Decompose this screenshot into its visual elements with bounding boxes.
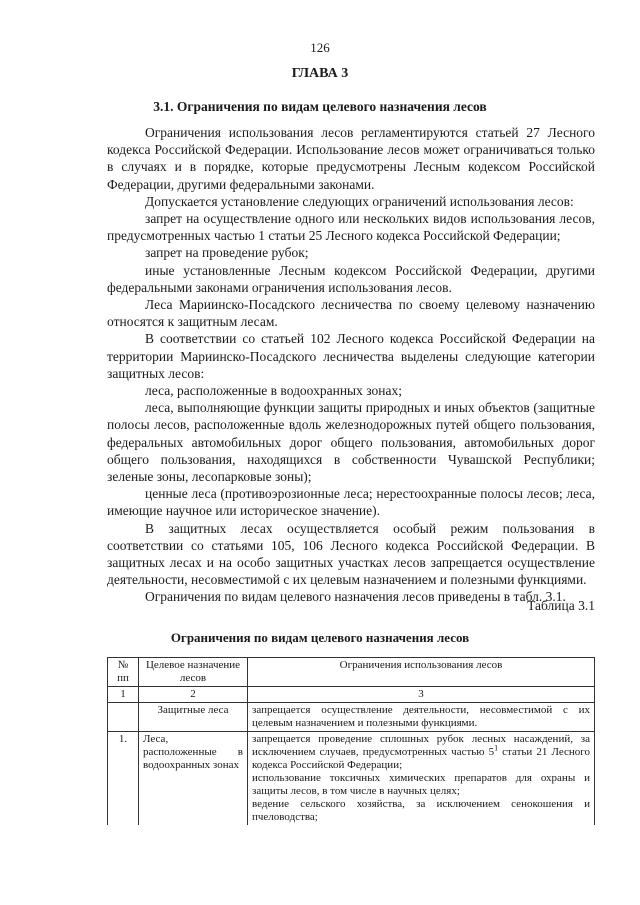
paragraph: В защитных лесах осуществляется особый режим пользования в соответствии со статьями 105, 106 Лесного кодекса Российской Федерации. В защитных лесах и на особо защитных участках лесов запрещается осуществление деятельности, несовместимой с их целевым назначением и полезными функциями.: [107, 520, 595, 588]
restriction-item: ведение сельского хозяйства, за исключением сенокошения и пчеловодства;: [252, 798, 590, 823]
table-row: [108, 732, 595, 826]
table-title: Ограничения по видам целевого назначения лесов: [170, 630, 470, 645]
paragraph: иные установленные Лесным кодексом Российской Федерации, другими федеральными законами ограничения использования лесов.: [107, 262, 595, 295]
column-number: 1: [108, 687, 139, 703]
paragraph: ценные леса (противоэрозионные леса; нерестоохранные полосы лесов; леса, имеющие научное или историческое значение).: [107, 486, 595, 519]
body-text: [107, 124, 595, 606]
column-number: 3: [248, 687, 595, 703]
paragraph: Леса Мариинско-Посадского лесничества по своему целевому назначению относятся к защитным лесам.: [107, 297, 595, 330]
restrictions-table: [107, 657, 595, 825]
paragraph: Ограничения по видам целевого назначения лесов приведены в табл. 3.1.: [145, 589, 566, 605]
row-restrictions: [248, 703, 595, 732]
paragraph: леса, расположенные в водоохранных зонах;: [145, 383, 402, 399]
header-cell-number: № пп: [108, 658, 139, 687]
row-purpose: Леса, расположенные в водоохранных зонах: [139, 732, 248, 826]
table-caption: Таблица 3.1: [527, 598, 595, 613]
paragraph: запрет на проведение рубок;: [145, 245, 309, 261]
row-purpose: Защитные леса: [139, 703, 248, 732]
paragraph: леса, выполняющие функции защиты природных и иных объектов (защитные полосы лесов, расположенные вдоль железнодорожных путей общего пользования, федеральных автомобильных дорог общего пользования, автомобильных дорог общего пользования, находящихся в собственности Чувашской Республики; зеленые зоны, лесопарковые зоны);: [107, 400, 595, 485]
row-number: [108, 703, 139, 732]
paragraph: В соответствии со статьей 102 Лесного кодекса Российской Федерации на территории Мариинско-Посадского лесничества выделены следующие категории защитных лесов:: [107, 331, 595, 381]
row-number: 1.: [108, 732, 139, 826]
restriction-item: [252, 733, 590, 772]
footnote-superscript: 1: [494, 743, 499, 753]
restriction-text: статьи 21 Лесного кодекса Российской Федерации;: [252, 746, 590, 771]
paragraph: Допускается установление следующих ограничений использования лесов:: [145, 193, 574, 209]
paragraph: запрет на осуществление одного или нескольких видов использования лесов, предусмотренных частью 1 статьи 25 Лесного кодекса Российской Федерации;: [107, 211, 595, 244]
restriction-item: запрещается осуществление деятельности, несовместимой с их целевым назначением и полезными функциями.: [252, 704, 590, 729]
restriction-text: запрещается проведение сплошных рубок лесных насаждений, за исключением случаев, предусмотренных частью 5: [252, 733, 590, 758]
row-restrictions: [248, 732, 595, 826]
column-number: 2: [139, 687, 248, 703]
restriction-item: использование токсичных химических препаратов для охраны и защиты лесов, в том числе в научных целях;: [252, 772, 590, 797]
table-header-row: [108, 658, 595, 687]
table-row: [108, 703, 595, 732]
chapter-title: ГЛАВА 3: [291, 66, 349, 81]
page-number: 126: [310, 40, 330, 55]
section-title: 3.1. Ограничения по видам целевого назначения лесов: [153, 99, 487, 114]
column-number-row: [108, 687, 595, 703]
paragraph: Ограничения использования лесов регламентируются статьей 27 Лесного кодекса Российской Федерации. Использование лесов может ограничиваться только в случаях и в порядке, которые предусмотрены Лесным кодексом Российской Федерации, другими федеральными законами.: [107, 125, 595, 192]
header-cell-purpose: Целевое назначение лесов: [139, 658, 248, 687]
header-cell-restrictions: Ограничения использования лесов: [248, 658, 595, 687]
